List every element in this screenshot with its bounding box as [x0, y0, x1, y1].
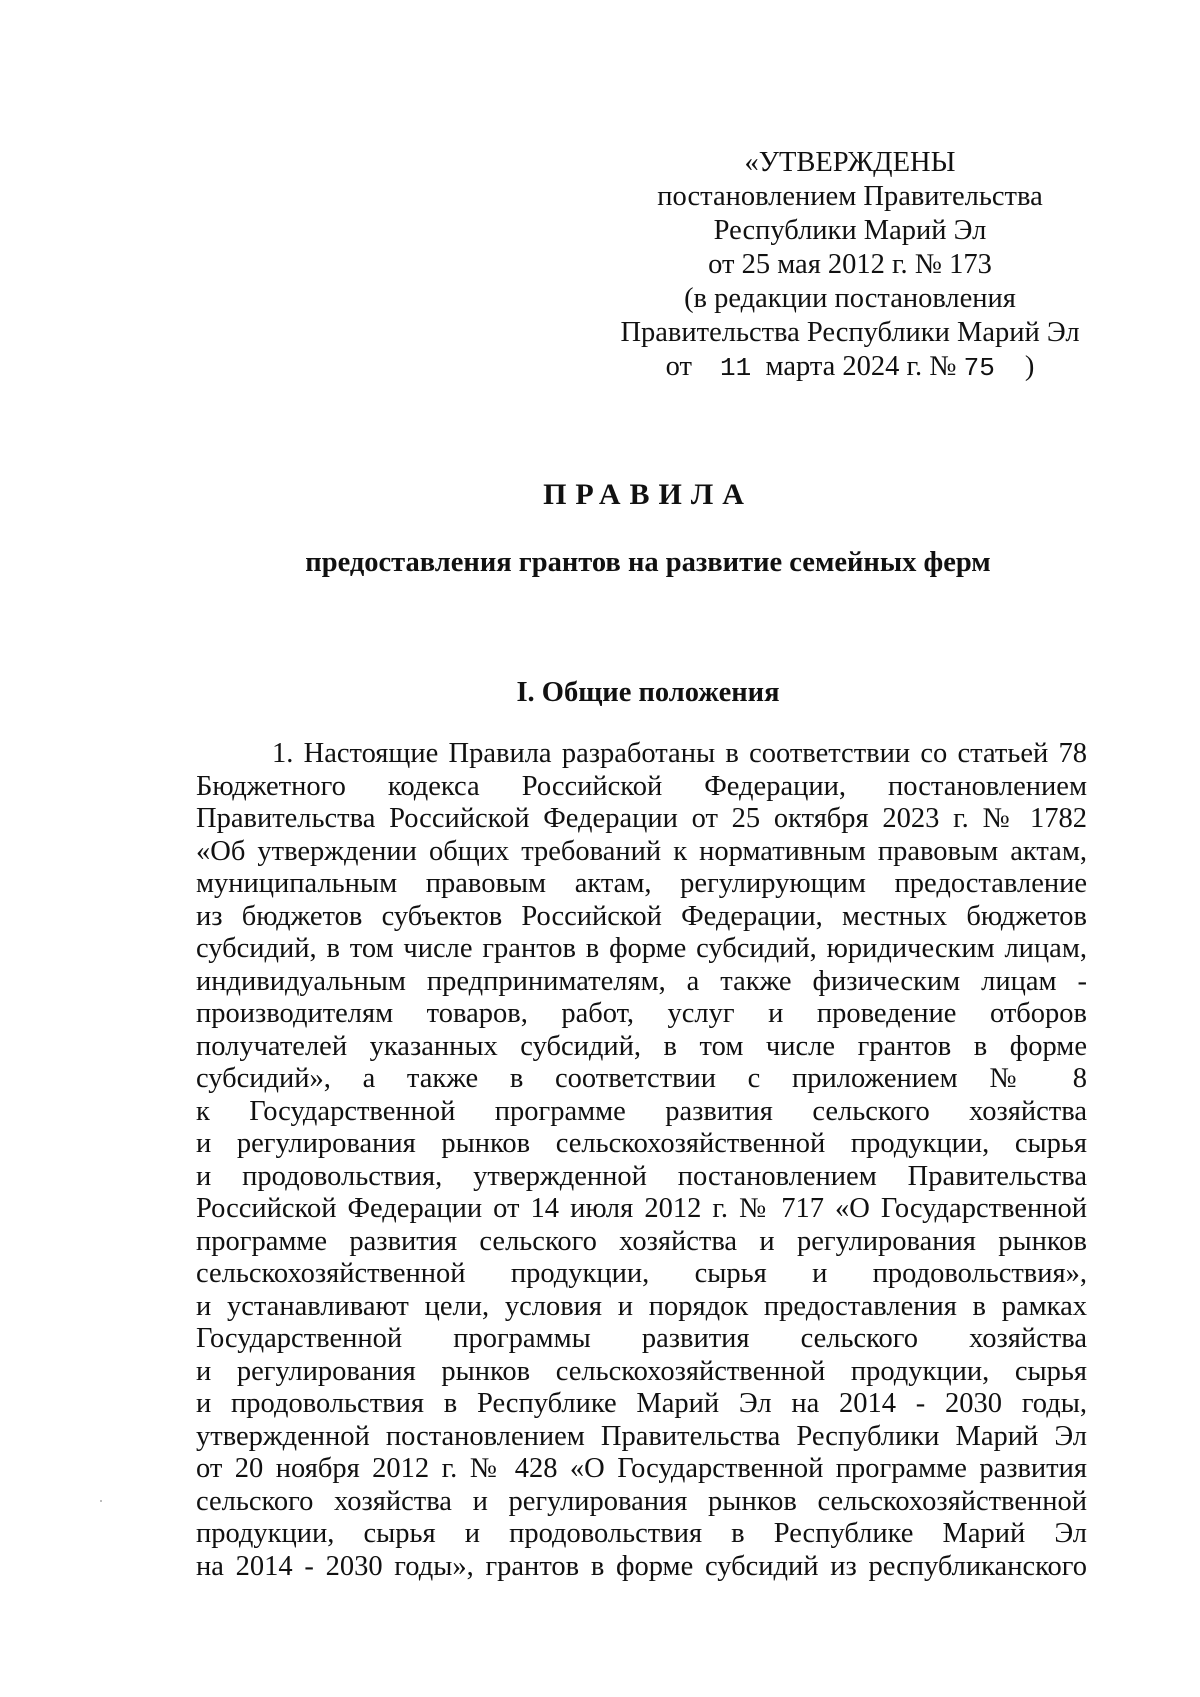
paragraph-line: субсидий, в том числе грантов в форме субсидий, юридическим лицам,: [196, 933, 1087, 964]
approval-line: (в редакции постановления: [684, 283, 1016, 314]
date-prefix: от: [665, 351, 693, 382]
paragraph-line: Правительства Российской Федерации от 25 октября 2023 г. № 1782: [196, 803, 1087, 834]
paragraph-line: на 2014 - 2030 годы», грантов в форме субсидий из республиканского: [196, 1550, 1087, 1582]
paragraph-line: Бюджетного кодекса Российской Федерации, постановлением: [196, 770, 1087, 802]
paragraph-line: и регулирования рынков сельскохозяйственной продукции, сырья: [196, 1128, 1087, 1159]
document-subtitle: предоставления грантов на развитие семейных ферм: [305, 547, 991, 578]
date-middle: марта 2024 г. №: [765, 351, 957, 382]
paragraph-line: сельскохозяйственной продукции, сырья и продовольствия»,: [196, 1258, 1087, 1289]
section-heading: I. Общие положения: [516, 677, 780, 708]
paragraph-line: сельского хозяйства и регулирования рынков сельскохозяйственной: [196, 1485, 1087, 1517]
paragraph-line: программе развития сельского хозяйства и регулирования рынков: [196, 1225, 1087, 1257]
paragraph-line: от 20 ноября 2012 г. № 428 «О Государственной программе развития: [196, 1453, 1087, 1484]
paragraph-line: из бюджетов субъектов Российской Федерации, местных бюджетов: [196, 900, 1087, 932]
approval-line: Правительства Республики Марий Эл: [620, 317, 1080, 348]
paragraph-line: продукции, сырья и продовольствия в Республике Марий Эл: [196, 1518, 1087, 1549]
document-title: ПРАВИЛА: [543, 478, 753, 511]
paragraph-line: субсидий», а также в соответствии с приложением № 8: [196, 1063, 1087, 1094]
approval-line: постановлением Правительства: [657, 181, 1043, 212]
paragraph-body: [196, 738, 1087, 1583]
paragraph-line: производителям товаров, работ, услуг и проведение отборов: [196, 998, 1087, 1029]
paragraph-line: и регулирования рынков сельскохозяйственной продукции, сырья: [196, 1355, 1087, 1387]
approval-original-date: от 25 мая 2012 г. № 173: [708, 249, 992, 280]
paragraph-line: Государственной программы развития сельского хозяйства: [196, 1323, 1087, 1354]
date-day: 11: [720, 353, 752, 383]
paragraph-line: и продовольствия, утвержденной постановлением Правительства: [196, 1160, 1087, 1192]
approval-line: Республики Марий Эл: [713, 215, 987, 246]
paragraph-line: и продовольствия в Республике Марий Эл на 2014 - 2030 годы,: [196, 1388, 1087, 1419]
paragraph-line: утвержденной постановлением Правительства Республики Марий Эл: [196, 1420, 1087, 1452]
paragraph-line: индивидуальным предпринимателям, а также физическим лицам -: [196, 965, 1087, 997]
amendment-date-line: [600, 350, 1100, 385]
date-number: 75: [963, 353, 995, 383]
approval-heading: «УТВЕРЖДЕНЫ: [744, 147, 956, 178]
date-suffix: ): [1024, 351, 1035, 382]
paragraph-line: и устанавливают цели, условия и порядок предоставления в рамках: [196, 1290, 1087, 1322]
paragraph-line: 1. Настоящие Правила разработаны в соответствии со статьей 78: [272, 738, 1087, 769]
approval-block: [600, 146, 1100, 385]
paragraph-line: к Государственной программе развития сельского хозяйства: [196, 1095, 1087, 1127]
paragraph-line: получателей указанных субсидий, в том числе грантов в форме: [196, 1030, 1087, 1062]
scan-speck: [100, 1500, 102, 1502]
paragraph-line: Российской Федерации от 14 июля 2012 г. № 717 «О Государственной: [196, 1193, 1087, 1224]
paragraph-line: муниципальным правовым актам, регулирующим предоставление: [196, 868, 1087, 899]
paragraph-line: «Об утверждении общих требований к нормативным правовым актам,: [196, 835, 1087, 867]
